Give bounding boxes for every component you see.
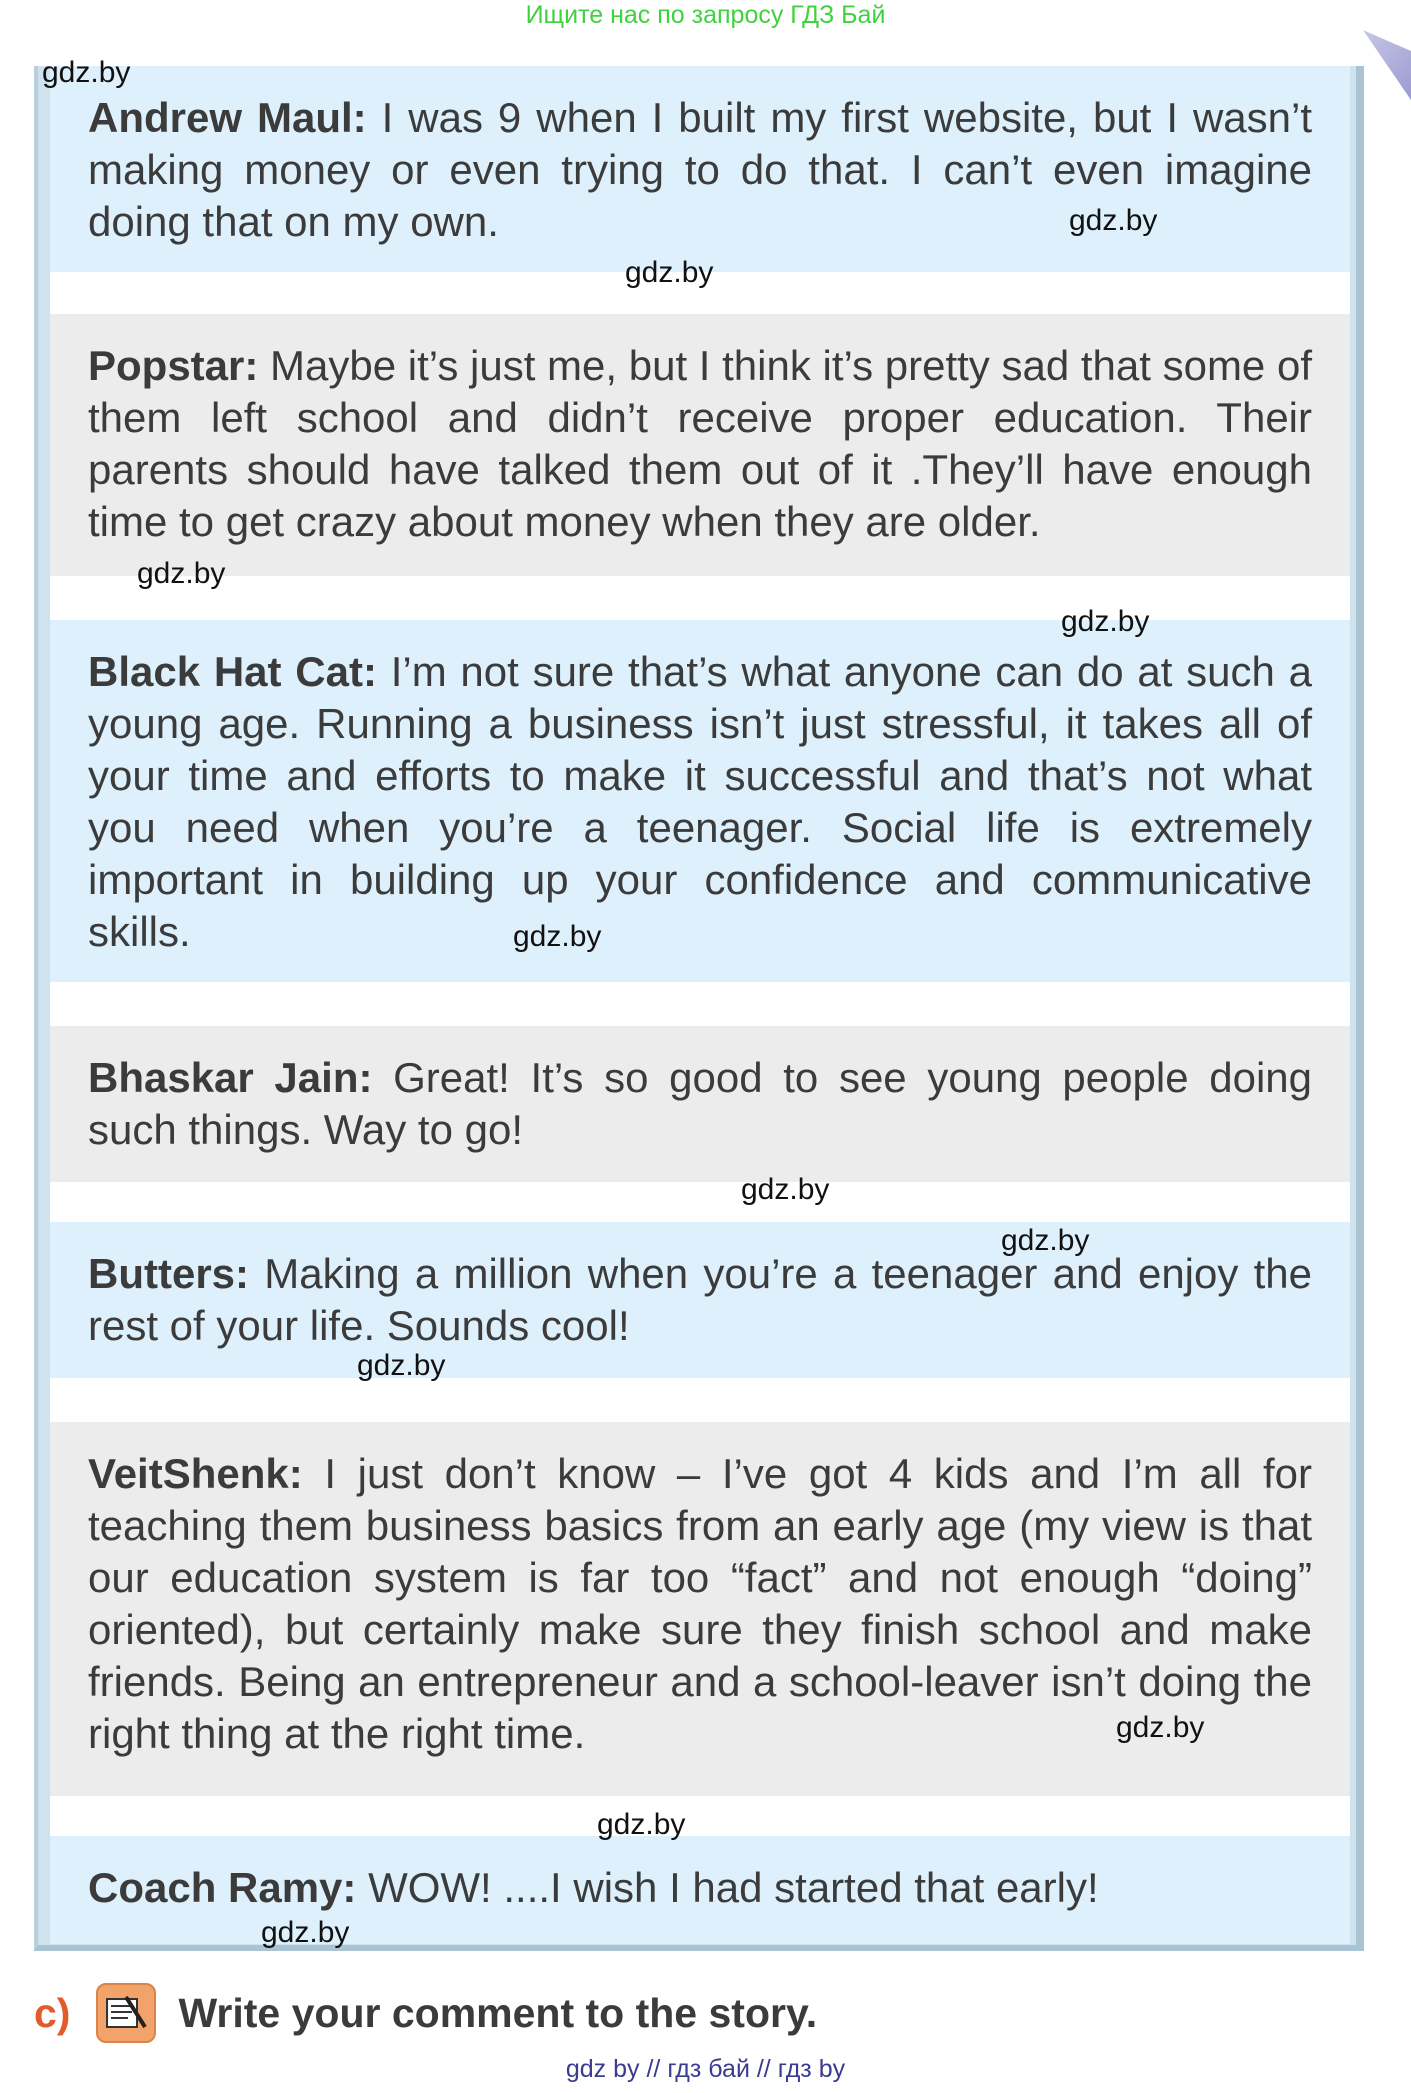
comment-gap	[50, 1182, 1350, 1222]
comment-gap	[50, 576, 1350, 620]
watermark: gdz.by	[513, 920, 602, 953]
comment-coach-ramy	[50, 1836, 1350, 1944]
task-instruction	[34, 1978, 817, 2048]
comment-text: Maybe it’s just me, but I think it’s pretty sad that some of them left school and didn’t receive proper education. Their parents should have talked them out of it .They’ll have enough time to get crazy about money when they are older.	[88, 342, 1312, 545]
footer-links[interactable]: gdz by // гдз бай // гдз by	[565, 2055, 846, 2083]
notebook-pen-icon	[96, 1983, 156, 2043]
task-text: Write your comment to the story.	[178, 1989, 818, 2036]
comment-author: Popstar:	[88, 342, 259, 389]
comment-text: I’m not sure that’s what anyone can do at such a young age. Running a business isn’t just stressful, it takes all of your time and efforts to make it successful and that’s not what you need when you’re a teenager. Social life is extremely important in building up your confidence and communicative skills.	[88, 648, 1312, 955]
comment-text: I just don’t know – I’ve got 4 kids and I’m all for teaching them business basics from an early age (my view is that our education system is far too “fact” and not enough “doing” oriented), but certainly make sure they finish school and make friends. Being an entrepreneur and a school-leaver isn’t doing the right thing at the right time.	[88, 1450, 1312, 1757]
comment-text: I was 9 when I built my first website, but I wasn’t making money or even trying to do that. I can’t even imagine doing that on my own.	[88, 94, 1313, 245]
comment-black-hat-cat	[50, 620, 1350, 982]
watermark: gdz.by	[357, 1349, 446, 1382]
comment-author: Coach Ramy:	[88, 1864, 357, 1911]
watermark: gdz.by	[1061, 605, 1150, 638]
top-banner[interactable]: Ищите нас по запросу ГДЗ Бай	[525, 1, 886, 29]
comment-text: Great! It’s so good to see young people doing such things. Way to go!	[88, 1054, 1312, 1153]
comment-author: Andrew Maul:	[88, 94, 367, 141]
comment-gap	[50, 1796, 1350, 1836]
comment-author: Black Hat Cat:	[88, 648, 377, 695]
task-letter: c)	[34, 1989, 71, 2036]
comment-gap	[50, 1378, 1350, 1422]
comment-bhaskar-jain	[50, 1026, 1350, 1182]
comment-andrew-maul	[50, 66, 1350, 272]
comment-author: Butters:	[88, 1250, 250, 1297]
comment-popstar	[50, 314, 1350, 576]
comment-text: Making a million when you’re a teenager and enjoy the rest of your life. Sounds cool!	[88, 1250, 1312, 1349]
corner-decoration	[1363, 30, 1411, 100]
watermark: gdz.by	[1116, 1711, 1205, 1744]
comment-author: Bhaskar Jain:	[88, 1054, 373, 1101]
watermark: gdz.by	[261, 1916, 350, 1949]
comment-gap	[50, 982, 1350, 1026]
watermark: gdz.by	[1001, 1224, 1090, 1257]
comment-author: VeitShenk:	[88, 1450, 303, 1497]
watermark: gdz.by	[597, 1808, 686, 1841]
comment-butters	[50, 1222, 1350, 1378]
comment-text: WOW! ....I wish I had started that early!	[356, 1864, 1099, 1911]
watermark: gdz.by	[137, 557, 226, 590]
watermark: gdz.by	[42, 56, 131, 89]
watermark: gdz.by	[1069, 204, 1158, 237]
watermark: gdz.by	[625, 256, 714, 289]
watermark: gdz.by	[741, 1173, 830, 1206]
